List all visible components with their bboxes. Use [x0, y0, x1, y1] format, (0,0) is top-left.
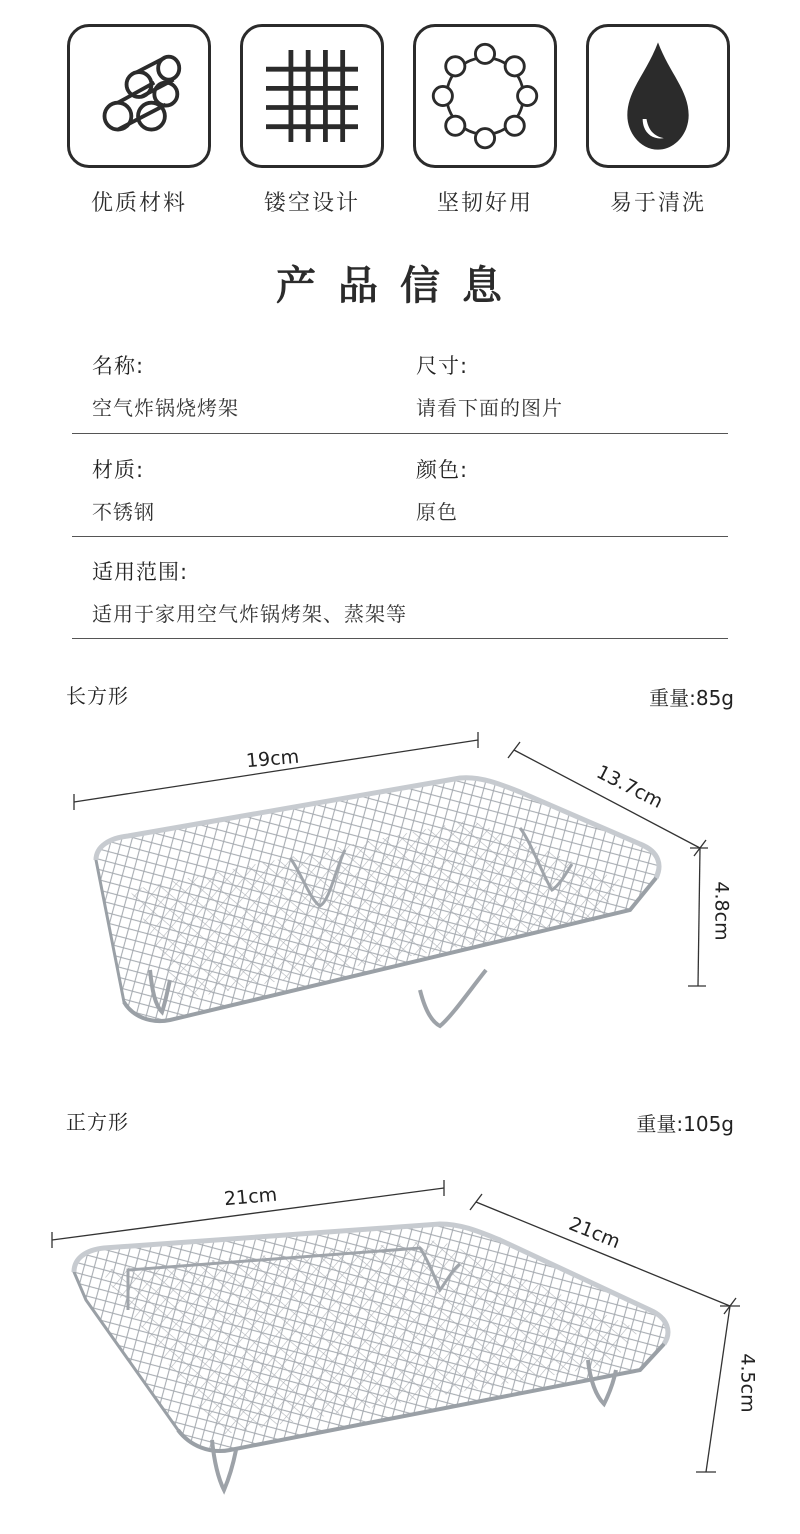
- info-color-value: 原色: [416, 500, 458, 524]
- divider: [72, 536, 728, 537]
- feature-label: 镂空设计: [263, 191, 360, 216]
- info-size-label: 尺寸:: [416, 354, 469, 378]
- product-shape-label: 正方形: [66, 1110, 129, 1134]
- dimension-depth: 21cm: [565, 1212, 624, 1254]
- product-rect-rack: [0, 720, 800, 1050]
- feature-icons-row: [0, 24, 800, 224]
- square-rack-illustration: [0, 1160, 800, 1530]
- info-name-label: 名称:: [92, 354, 145, 378]
- feature-label: 易于清洗: [609, 191, 706, 216]
- product-shape-label: 长方形: [66, 684, 129, 708]
- info-name: [92, 350, 239, 421]
- info-size-value: 请看下面的图片: [416, 396, 563, 420]
- info-material-label: 材质:: [92, 458, 145, 482]
- dimension-height: 4.8cm: [710, 881, 733, 941]
- dimension-depth: 13.7cm: [592, 761, 667, 813]
- info-color-label: 颜色:: [416, 458, 469, 482]
- info-name-value: 空气炸锅烧烤架: [92, 396, 239, 420]
- info-material-value: 不锈钢: [92, 500, 155, 524]
- feature-easy-clean: [583, 24, 733, 217]
- info-material: [92, 454, 155, 525]
- feature-hollow-design: [237, 24, 387, 217]
- feature-label: 坚韧好用: [436, 191, 533, 216]
- info-usage-value: 适用于家用空气炸锅烤架、蒸架等: [92, 602, 407, 626]
- info-size: [416, 350, 563, 421]
- product-weight: 重量:105g: [636, 1112, 734, 1136]
- dimension-width: 19cm: [245, 745, 300, 773]
- feature-quality-material: [64, 24, 214, 217]
- divider: [72, 433, 728, 434]
- dimension-width: 21cm: [223, 1183, 278, 1211]
- water-drop-icon: [586, 24, 730, 168]
- material-tubes-icon: [67, 24, 211, 168]
- page-title: 产品信息: [276, 263, 524, 309]
- product-weight: 重量:85g: [649, 686, 734, 710]
- dimension-height: 4.5cm: [736, 1353, 759, 1413]
- info-usage: [92, 556, 407, 627]
- info-usage-label: 适用范围:: [92, 560, 189, 584]
- divider: [72, 638, 728, 639]
- info-color: [416, 454, 468, 525]
- feature-durable: [410, 24, 560, 217]
- feature-label: 优质材料: [90, 191, 187, 216]
- rect-rack-illustration: [0, 720, 800, 1050]
- product-square-rack: [0, 1160, 800, 1530]
- grid-hollow-icon: [240, 24, 384, 168]
- ring-circles-icon: [413, 24, 557, 168]
